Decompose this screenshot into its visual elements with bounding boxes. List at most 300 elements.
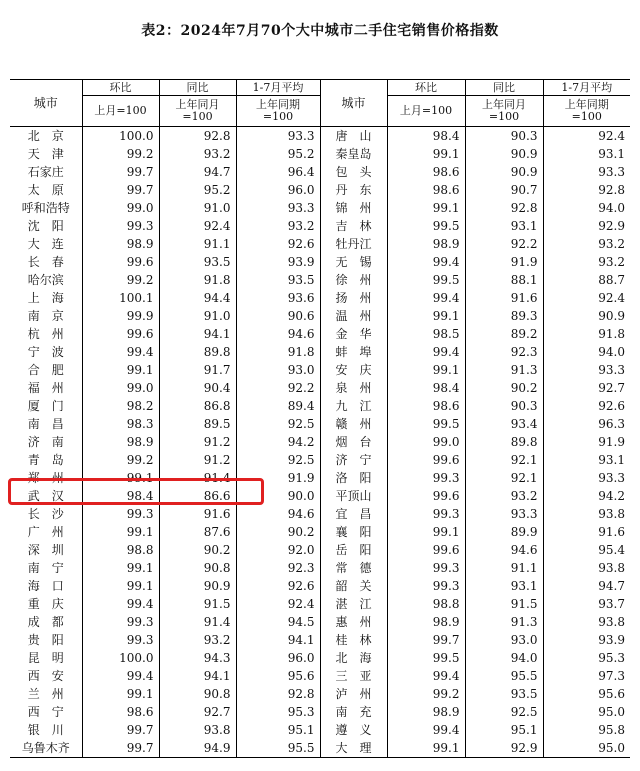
cell-city-right: 安 庆	[320, 361, 387, 379]
cell-mom-right: 99.3	[387, 577, 465, 595]
cell-avg-right: 94.2	[598, 489, 625, 503]
cell-yoy-right: 90.7	[465, 181, 543, 199]
cell-avg-right: 92.9	[598, 219, 625, 233]
cell-avg-right: 90.9	[598, 309, 625, 323]
cell-avg-right: 95.4	[598, 543, 625, 557]
cell-yoy-left: 91.8	[159, 271, 236, 289]
cell-city-right: 包 头	[320, 163, 387, 181]
cell-yoy-left: 94.1	[159, 667, 236, 685]
cell-avg-left: 92.4	[236, 595, 320, 613]
cell-city-right: 惠 州	[320, 613, 387, 631]
cell-mom-left: 99.7	[82, 739, 159, 758]
table-row	[10, 271, 630, 289]
cell-avg-left: 94.2	[236, 433, 320, 451]
cell-mom-right: 99.4	[387, 667, 465, 685]
cell-yoy-left: 89.8	[159, 343, 236, 361]
cell-yoy-left: 91.2	[159, 433, 236, 451]
cell-avg-left: 92.5	[236, 451, 320, 469]
cell-city-right: 泸 州	[320, 685, 387, 703]
cell-yoy-right: 92.9	[465, 739, 543, 758]
cell-mom-left: 99.7	[82, 163, 159, 181]
cell-mom-left: 99.3	[82, 631, 159, 649]
cell-city-right: 桂 林	[320, 631, 387, 649]
table-row	[10, 307, 630, 325]
cell-yoy-left: 86.6	[159, 487, 236, 505]
cell-yoy-right: 95.5	[465, 667, 543, 685]
cell-yoy-left: 86.8	[159, 397, 236, 415]
cell-avg-left: 89.4	[236, 397, 320, 415]
cell-city-left: 宁 波	[10, 343, 82, 361]
cell-mom-left: 99.7	[82, 721, 159, 739]
cell-avg-left: 91.8	[236, 343, 320, 361]
cell-avg-left: 92.8	[236, 685, 320, 703]
cell-avg-left: 96.0	[236, 181, 320, 199]
cell-mom-left: 98.6	[82, 703, 159, 721]
cell-avg-right: 91.8	[598, 327, 625, 341]
cell-avg-right: 95.0	[598, 705, 625, 719]
cell-city-right: 赣 州	[320, 415, 387, 433]
cell-mom-left: 99.2	[82, 451, 159, 469]
cell-yoy-right: 91.3	[465, 613, 543, 631]
cell-mom-right: 99.5	[387, 415, 465, 433]
cell-mom-right: 98.9	[387, 703, 465, 721]
cell-city-left: 昆 明	[10, 649, 82, 667]
cell-mom-right: 99.5	[387, 649, 465, 667]
cell-mom-right: 98.5	[387, 325, 465, 343]
cell-city-right: 韶 关	[320, 577, 387, 595]
table-row	[10, 379, 630, 397]
table-row	[10, 613, 630, 631]
cell-avg-left: 92.6	[236, 235, 320, 253]
cell-city-left: 沈 阳	[10, 217, 82, 235]
header-yoy-left: 同比	[159, 80, 236, 96]
cell-avg-left: 92.2	[236, 379, 320, 397]
cell-yoy-left: 90.8	[159, 559, 236, 577]
cell-avg-left: 91.9	[236, 469, 320, 487]
cell-city-right: 锦 州	[320, 199, 387, 217]
cell-yoy-left: 91.2	[159, 451, 236, 469]
cell-city-left: 深 圳	[10, 541, 82, 559]
cell-avg-right: 92.8	[598, 183, 625, 197]
cell-city-left: 石家庄	[10, 163, 82, 181]
cell-avg-left: 95.1	[236, 721, 320, 739]
cell-avg-right: 95.0	[543, 739, 630, 758]
cell-mom-right: 99.5	[387, 271, 465, 289]
header-avg-base-left: 上年同期 =100	[236, 96, 320, 127]
cell-city-left: 济 南	[10, 433, 82, 451]
cell-yoy-right: 91.3	[465, 361, 543, 379]
cell-avg-left: 93.3	[236, 127, 320, 146]
cell-avg-right: 93.8	[598, 507, 625, 521]
cell-city-left: 郑 州	[10, 469, 82, 487]
cell-mom-left: 99.1	[82, 469, 159, 487]
cell-avg-right: 93.8	[598, 615, 625, 629]
cell-yoy-left: 93.8	[159, 721, 236, 739]
cell-avg-left: 94.6	[236, 325, 320, 343]
cell-avg-left: 92.3	[236, 559, 320, 577]
table-row	[10, 343, 630, 361]
cell-yoy-left: 90.9	[159, 577, 236, 595]
cell-avg-right: 93.1	[598, 147, 625, 161]
cell-mom-left: 99.1	[82, 523, 159, 541]
cell-city-right: 唐 山	[320, 127, 387, 146]
cell-city-left: 南 京	[10, 307, 82, 325]
cell-yoy-left: 93.2	[159, 631, 236, 649]
table-row	[10, 721, 630, 739]
cell-yoy-right: 93.2	[465, 487, 543, 505]
cell-mom-left: 99.2	[82, 145, 159, 163]
cell-mom-right: 99.4	[387, 343, 465, 361]
table-row	[10, 541, 630, 559]
cell-city-left: 西 安	[10, 667, 82, 685]
cell-city-right: 洛 阳	[320, 469, 387, 487]
table-row	[10, 505, 630, 523]
cell-avg-left: 93.0	[236, 361, 320, 379]
cell-yoy-right: 89.8	[465, 433, 543, 451]
cell-mom-left: 98.2	[82, 397, 159, 415]
cell-mom-right: 98.9	[387, 613, 465, 631]
cell-mom-right: 99.4	[387, 289, 465, 307]
cell-yoy-right: 92.1	[465, 469, 543, 487]
cell-mom-left: 100.0	[82, 649, 159, 667]
cell-avg-right: 93.1	[598, 453, 625, 467]
cell-yoy-left: 94.7	[159, 163, 236, 181]
table-row	[10, 127, 630, 146]
cell-mom-left: 99.1	[82, 361, 159, 379]
cell-yoy-left: 90.4	[159, 379, 236, 397]
cell-yoy-left: 92.4	[159, 217, 236, 235]
price-index-table	[10, 79, 630, 758]
cell-yoy-left: 91.1	[159, 235, 236, 253]
cell-mom-left: 99.3	[82, 217, 159, 235]
cell-mom-left: 99.4	[82, 343, 159, 361]
cell-city-left: 南 宁	[10, 559, 82, 577]
header-mom-left: 环比	[82, 80, 159, 96]
cell-yoy-right: 93.5	[465, 685, 543, 703]
cell-yoy-right: 93.4	[465, 415, 543, 433]
cell-avg-right: 92.7	[598, 381, 625, 395]
table-row	[10, 667, 630, 685]
cell-yoy-left: 91.4	[159, 469, 236, 487]
highlight-box	[8, 478, 264, 505]
cell-yoy-right: 90.3	[465, 127, 543, 146]
cell-mom-left: 99.2	[82, 271, 159, 289]
cell-city-right: 秦皇岛	[320, 145, 387, 163]
cell-city-left: 厦 门	[10, 397, 82, 415]
cell-mom-left: 98.8	[82, 541, 159, 559]
cell-city-left: 西 宁	[10, 703, 82, 721]
cell-mom-right: 98.6	[387, 397, 465, 415]
table-row	[10, 397, 630, 415]
cell-mom-left: 99.0	[82, 379, 159, 397]
cell-yoy-left: 93.2	[159, 145, 236, 163]
table-row	[10, 235, 630, 253]
cell-yoy-right: 90.9	[465, 163, 543, 181]
cell-avg-left: 95.2	[236, 145, 320, 163]
cell-mom-left: 99.1	[82, 685, 159, 703]
table-row	[10, 649, 630, 667]
cell-mom-right: 98.8	[387, 595, 465, 613]
cell-mom-left: 98.9	[82, 235, 159, 253]
cell-avg-left: 90.2	[236, 523, 320, 541]
cell-yoy-right: 91.1	[465, 559, 543, 577]
cell-yoy-right: 90.2	[465, 379, 543, 397]
cell-mom-left: 99.1	[82, 559, 159, 577]
cell-city-right: 岳 阳	[320, 541, 387, 559]
cell-city-left: 哈尔滨	[10, 271, 82, 289]
header-avg-right: 1-7月平均	[543, 80, 630, 96]
table-row	[10, 325, 630, 343]
cell-mom-left: 98.9	[82, 433, 159, 451]
cell-yoy-left: 91.6	[159, 505, 236, 523]
cell-avg-right: 92.4	[598, 291, 625, 305]
table-row	[10, 523, 630, 541]
header-yoy-base-left: 上年同月 =100	[159, 96, 236, 127]
cell-yoy-left: 91.5	[159, 595, 236, 613]
table-row	[10, 253, 630, 271]
cell-city-left: 重 庆	[10, 595, 82, 613]
cell-avg-right: 93.3	[598, 363, 625, 377]
cell-avg-right: 91.9	[598, 435, 625, 449]
cell-mom-right: 99.6	[387, 541, 465, 559]
cell-avg-left: 94.5	[236, 613, 320, 631]
header-yoy-base-right: 上年同月 =100	[465, 96, 543, 127]
cell-avg-right: 91.6	[598, 525, 625, 539]
cell-yoy-right: 92.8	[465, 199, 543, 217]
cell-city-left: 青 岛	[10, 451, 82, 469]
cell-yoy-left: 95.2	[159, 181, 236, 199]
header-city-right: 城市	[320, 80, 387, 127]
cell-avg-right: 96.3	[598, 417, 625, 431]
cell-mom-right: 99.1	[387, 307, 465, 325]
cell-avg-left: 95.3	[236, 703, 320, 721]
cell-avg-left: 93.6	[236, 289, 320, 307]
table-row	[10, 595, 630, 613]
cell-yoy-right: 93.3	[465, 505, 543, 523]
cell-yoy-right: 90.9	[465, 145, 543, 163]
cell-city-left: 北 京	[10, 127, 82, 146]
cell-yoy-right: 93.1	[465, 577, 543, 595]
cell-mom-right: 98.6	[387, 181, 465, 199]
cell-city-left: 福 州	[10, 379, 82, 397]
cell-city-right: 烟 台	[320, 433, 387, 451]
table-row	[10, 181, 630, 199]
cell-mom-left: 100.0	[82, 127, 159, 146]
cell-mom-right: 99.6	[387, 451, 465, 469]
cell-avg-right: 95.6	[598, 687, 625, 701]
cell-avg-right: 88.7	[598, 273, 625, 287]
cell-city-left: 上 海	[10, 289, 82, 307]
cell-city-right: 丹 东	[320, 181, 387, 199]
cell-yoy-right: 91.9	[465, 253, 543, 271]
cell-yoy-right: 89.9	[465, 523, 543, 541]
cell-avg-right: 93.3	[598, 165, 625, 179]
cell-city-left: 乌鲁木齐	[10, 739, 82, 758]
table-row	[10, 451, 630, 469]
cell-mom-right: 98.9	[387, 235, 465, 253]
cell-avg-right: 95.3	[598, 651, 625, 665]
cell-avg-right: 93.3	[598, 471, 625, 485]
cell-avg-left: 95.5	[236, 739, 320, 758]
cell-city-left: 太 原	[10, 181, 82, 199]
cell-city-left: 银 川	[10, 721, 82, 739]
cell-avg-left: 94.6	[236, 505, 320, 523]
cell-city-right: 济 宁	[320, 451, 387, 469]
cell-yoy-right: 92.1	[465, 451, 543, 469]
table-row	[10, 163, 630, 181]
cell-city-left: 杭 州	[10, 325, 82, 343]
cell-avg-right: 93.8	[598, 561, 625, 575]
cell-city-right: 遵 义	[320, 721, 387, 739]
table-row	[10, 559, 630, 577]
cell-city-left: 成 都	[10, 613, 82, 631]
cell-yoy-right: 92.3	[465, 343, 543, 361]
cell-mom-left: 99.1	[82, 577, 159, 595]
table-body	[10, 127, 630, 758]
cell-mom-right: 99.2	[387, 685, 465, 703]
cell-mom-right: 99.1	[387, 145, 465, 163]
cell-yoy-right: 93.1	[465, 217, 543, 235]
cell-yoy-left: 94.1	[159, 325, 236, 343]
cell-city-left: 呼和浩特	[10, 199, 82, 217]
table-row	[10, 577, 630, 595]
cell-yoy-left: 94.3	[159, 649, 236, 667]
cell-city-right: 宜 昌	[320, 505, 387, 523]
cell-yoy-right: 88.1	[465, 271, 543, 289]
cell-city-right: 无 锡	[320, 253, 387, 271]
cell-yoy-left: 92.8	[159, 127, 236, 146]
cell-avg-right: 92.4	[598, 129, 625, 143]
cell-mom-right: 99.3	[387, 469, 465, 487]
cell-city-left: 海 口	[10, 577, 82, 595]
cell-yoy-right: 92.5	[465, 703, 543, 721]
cell-city-right: 牡丹江	[320, 235, 387, 253]
cell-yoy-right: 93.0	[465, 631, 543, 649]
table-title: 表2：2024年7月70个大中城市二手住宅销售价格指数	[141, 23, 499, 39]
cell-mom-left: 99.9	[82, 307, 159, 325]
cell-mom-right: 99.0	[387, 433, 465, 451]
cell-city-left: 广 州	[10, 523, 82, 541]
cell-avg-right: 93.2	[598, 237, 625, 251]
cell-mom-left: 98.4	[82, 487, 159, 505]
cell-avg-left: 93.5	[236, 271, 320, 289]
cell-yoy-left: 92.7	[159, 703, 236, 721]
cell-mom-left: 99.4	[82, 667, 159, 685]
cell-city-right: 平顶山	[320, 487, 387, 505]
cell-mom-right: 99.6	[387, 487, 465, 505]
cell-mom-right: 99.1	[387, 361, 465, 379]
cell-avg-right: 94.0	[598, 345, 625, 359]
cell-city-left: 长 沙	[10, 505, 82, 523]
cell-yoy-left: 91.0	[159, 199, 236, 217]
header-avg-base-right: 上年同期 =100	[543, 96, 630, 127]
cell-city-right: 吉 林	[320, 217, 387, 235]
cell-yoy-right: 92.2	[465, 235, 543, 253]
cell-yoy-left: 93.5	[159, 253, 236, 271]
cell-city-left: 长 春	[10, 253, 82, 271]
cell-mom-left: 100.1	[82, 289, 159, 307]
cell-city-right: 扬 州	[320, 289, 387, 307]
cell-avg-left: 92.0	[236, 541, 320, 559]
cell-city-right: 湛 江	[320, 595, 387, 613]
cell-avg-right: 94.7	[598, 579, 625, 593]
cell-yoy-left: 94.9	[159, 739, 236, 758]
table-row	[10, 433, 630, 451]
cell-avg-right: 92.6	[598, 399, 625, 413]
cell-mom-right: 99.3	[387, 559, 465, 577]
cell-avg-right: 95.8	[598, 723, 625, 737]
table-row	[10, 703, 630, 721]
cell-yoy-left: 91.4	[159, 613, 236, 631]
cell-city-right: 蚌 埠	[320, 343, 387, 361]
cell-city-right: 金 华	[320, 325, 387, 343]
cell-mom-right: 98.4	[387, 379, 465, 397]
header-yoy-right: 同比	[465, 80, 543, 96]
cell-city-right: 南 充	[320, 703, 387, 721]
cell-yoy-right: 91.6	[465, 289, 543, 307]
table-row	[10, 739, 630, 758]
cell-city-left: 武 汉	[10, 487, 82, 505]
cell-yoy-left: 91.0	[159, 307, 236, 325]
cell-avg-right: 93.2	[598, 255, 625, 269]
table-row	[10, 145, 630, 163]
cell-mom-left: 99.4	[82, 595, 159, 613]
cell-city-left: 贵 阳	[10, 631, 82, 649]
cell-mom-right: 99.1	[387, 739, 465, 758]
header-mom-right: 环比	[387, 80, 465, 96]
cell-city-left: 兰 州	[10, 685, 82, 703]
cell-mom-left: 99.3	[82, 505, 159, 523]
cell-avg-left: 94.1	[236, 631, 320, 649]
cell-city-right: 大 理	[320, 739, 387, 758]
cell-mom-left: 99.7	[82, 181, 159, 199]
cell-city-right: 九 江	[320, 397, 387, 415]
cell-avg-right: 94.0	[598, 201, 625, 215]
cell-city-right: 北 海	[320, 649, 387, 667]
cell-yoy-left: 94.4	[159, 289, 236, 307]
cell-yoy-left: 90.2	[159, 541, 236, 559]
cell-mom-left: 98.3	[82, 415, 159, 433]
cell-mom-right: 98.4	[387, 127, 465, 146]
cell-city-left: 天 津	[10, 145, 82, 163]
cell-city-right: 襄 阳	[320, 523, 387, 541]
cell-avg-left: 96.0	[236, 649, 320, 667]
cell-city-right: 徐 州	[320, 271, 387, 289]
header-mom-base-right: 上月=100	[387, 96, 465, 127]
cell-yoy-left: 90.8	[159, 685, 236, 703]
header-avg-left: 1-7月平均	[236, 80, 320, 96]
header-city-left: 城市	[10, 80, 82, 127]
table-row	[10, 361, 630, 379]
cell-yoy-right: 91.5	[465, 595, 543, 613]
cell-mom-right: 98.6	[387, 163, 465, 181]
cell-mom-right: 99.7	[387, 631, 465, 649]
cell-mom-left: 99.6	[82, 325, 159, 343]
cell-avg-right: 93.9	[598, 633, 625, 647]
cell-mom-right: 99.4	[387, 721, 465, 739]
cell-city-left: 大 连	[10, 235, 82, 253]
cell-city-right: 三 亚	[320, 667, 387, 685]
header-mom-base-left: 上月=100	[82, 96, 159, 127]
cell-mom-right: 99.1	[387, 523, 465, 541]
cell-city-right: 常 德	[320, 559, 387, 577]
cell-mom-left: 99.3	[82, 613, 159, 631]
table-row	[10, 289, 630, 307]
cell-avg-right: 97.3	[598, 669, 625, 683]
cell-yoy-left: 91.7	[159, 361, 236, 379]
cell-mom-right: 99.4	[387, 253, 465, 271]
cell-city-left: 合 肥	[10, 361, 82, 379]
